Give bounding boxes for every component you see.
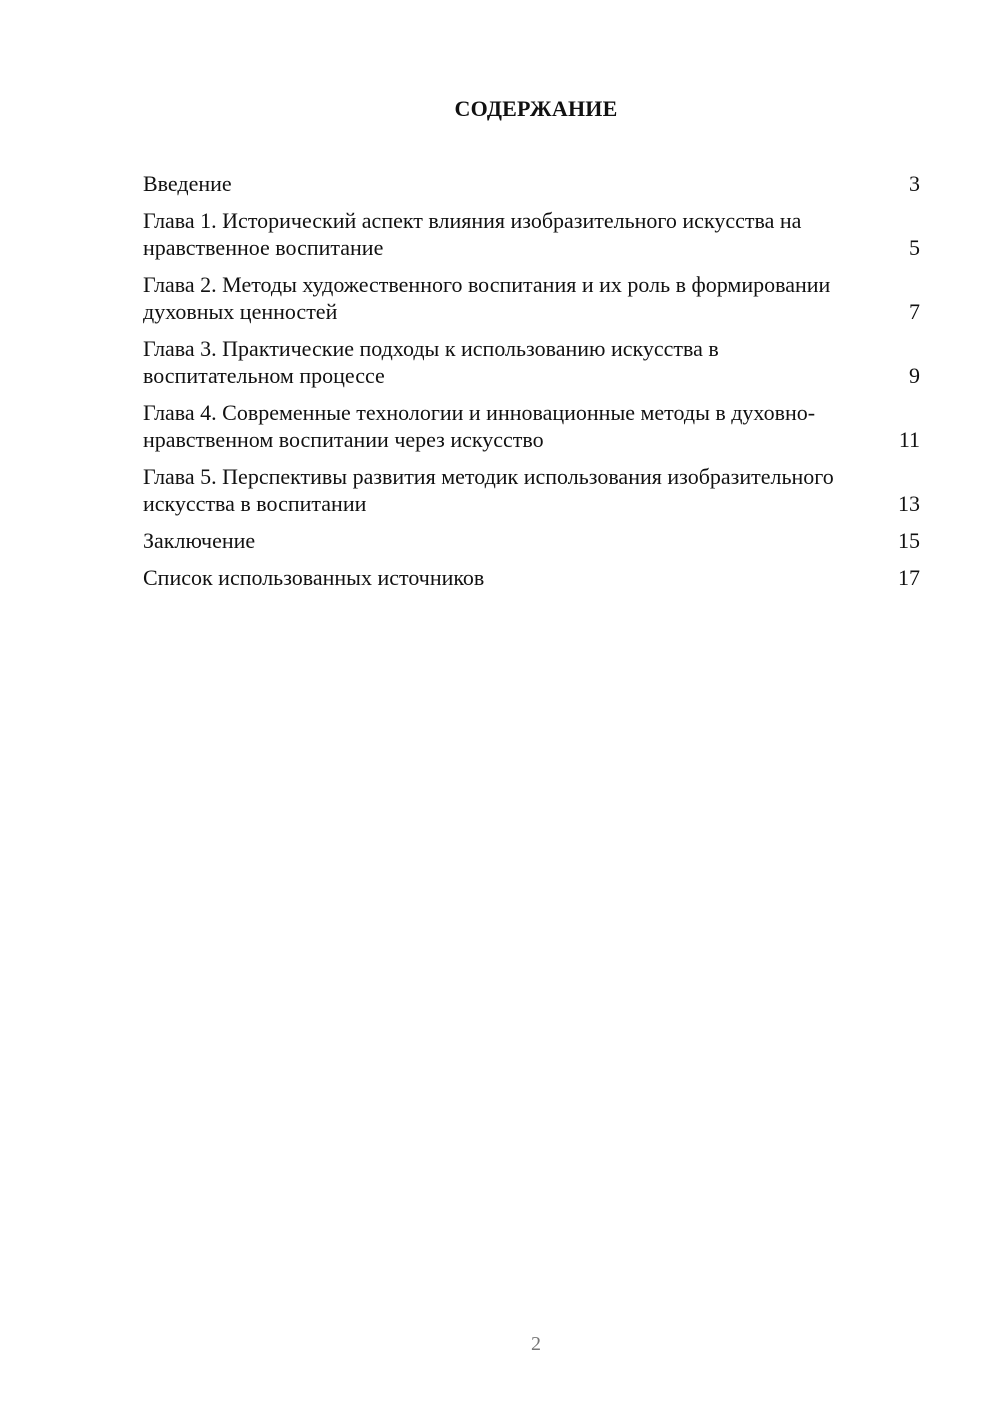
toc-entry-text: Заключение	[143, 528, 256, 553]
toc-entry-text: Список использованных источников	[143, 565, 485, 590]
toc-entry-page: 3	[909, 171, 920, 196]
page-number: 2	[531, 1333, 541, 1355]
toc-entry-chapter-3	[143, 335, 920, 389]
toc-title: СОДЕРЖАНИЕ	[454, 96, 618, 121]
toc-entry-page: 15	[898, 528, 920, 553]
toc-entry-references	[143, 564, 920, 591]
toc-entry-page: 5	[909, 235, 920, 260]
table-of-contents	[143, 170, 920, 601]
toc-entry-chapter-2	[143, 271, 920, 325]
toc-entry-page: 7	[909, 299, 920, 324]
toc-entry-page: 13	[898, 491, 920, 516]
toc-entry-chapter-5	[143, 463, 920, 517]
toc-entry-page: 9	[909, 363, 920, 388]
toc-entry-chapter-1	[143, 207, 920, 261]
toc-entry-text: Глава 5. Перспективы развития методик использования изобразительного искусства в воспитании	[143, 464, 834, 516]
toc-entry-text: Глава 2. Методы художественного воспитания и их роль в формировании духовных ценностей	[143, 272, 831, 324]
toc-entry-page: 11	[898, 427, 920, 452]
toc-entry-page: 17	[898, 565, 920, 590]
toc-entry-text: Глава 1. Исторический аспект влияния изобразительного искусства на нравственное воспитание	[143, 208, 802, 260]
toc-entry-text: Глава 3. Практические подходы к использованию искусства в воспитательном процессе	[143, 336, 719, 388]
toc-entry-introduction	[143, 170, 920, 197]
toc-entry-text: Глава 4. Современные технологии и инновационные методы в духовно-нравственном воспитании через искусство	[143, 400, 816, 452]
toc-entry-text: Введение	[143, 171, 232, 196]
toc-entry-chapter-4	[143, 399, 920, 453]
toc-entry-conclusion	[143, 527, 920, 554]
